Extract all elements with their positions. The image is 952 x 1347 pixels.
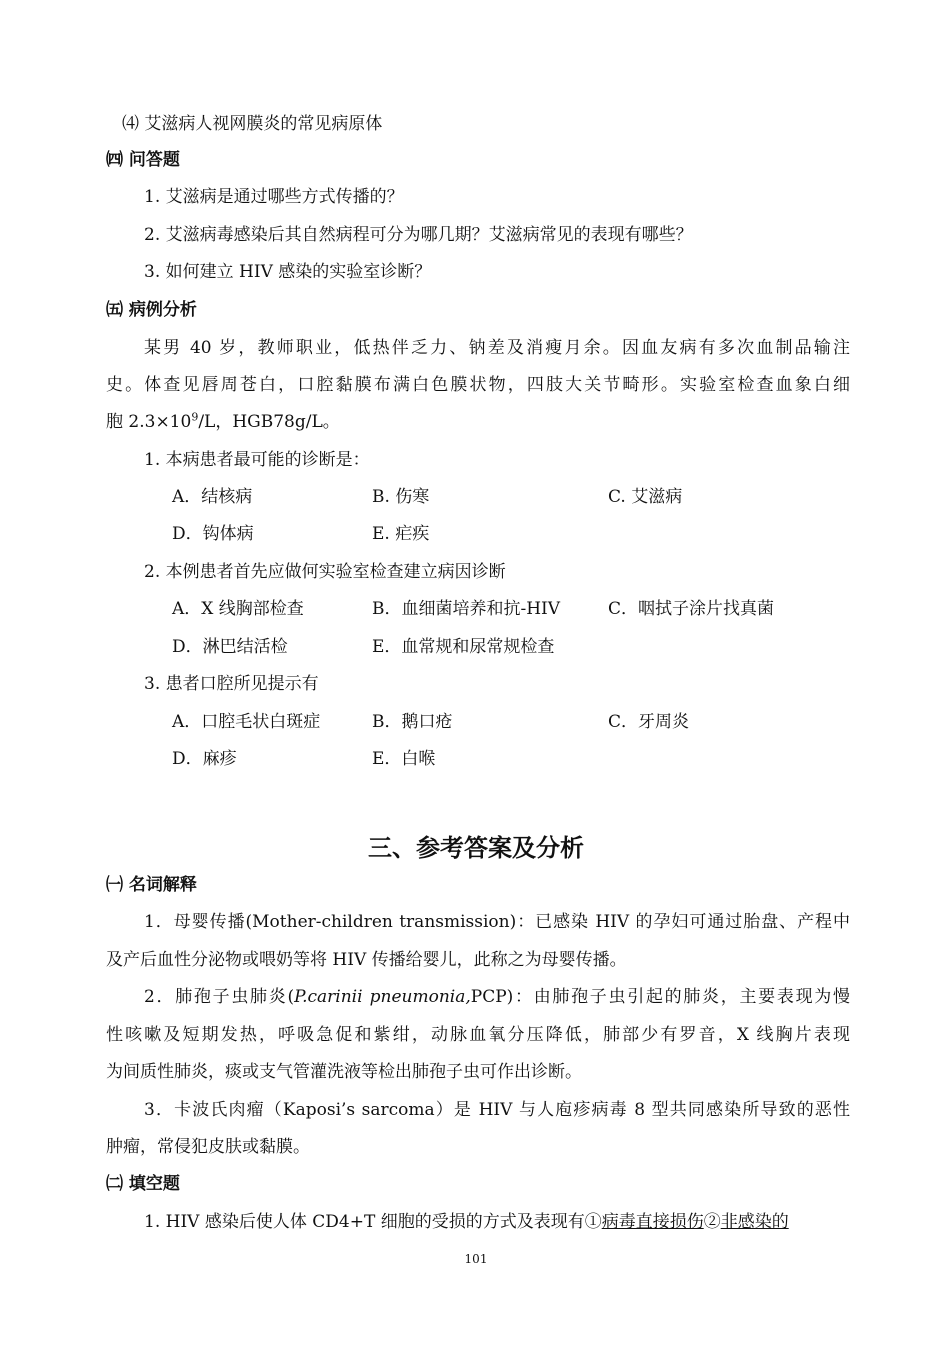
question-item: 1. 艾滋病是通过哪些方式传播的？ — [144, 187, 404, 207]
chapter-title: 三、参考答案及分析 — [368, 834, 584, 862]
paragraph-line: 肿瘤，常侵犯皮肤或黏膜。 — [106, 1137, 310, 1157]
question-item: ⑷ 艾滋病人视网膜炎的常见病原体 — [122, 114, 383, 134]
text-run: 胞 2.3×10 — [106, 412, 192, 432]
section-heading: ㈡ 填空题 — [106, 1174, 180, 1194]
mc-option: E．白喉 — [372, 749, 436, 769]
mc-option: C. 艾滋病 — [608, 487, 683, 507]
mc-option: D．麻疹 — [172, 749, 237, 769]
section-heading: ㈣ 问答题 — [106, 150, 180, 170]
paragraph-line: 1．母婴传播(Mother-children transmission)：已感染 HIV 的孕妇可通过胎盘、产程中 — [144, 912, 850, 932]
mc-option: E．血常规和尿常规检查 — [372, 637, 555, 657]
mc-option: D．淋巴结活检 — [172, 637, 288, 657]
paragraph-line: 史。体查见唇周苍白，口腔黏膜布满白色膜状物，四肢大关节畸形。实验室检查血象白细 — [106, 375, 850, 395]
mc-stem: 2. 本例患者首先应做何实验室检查建立病因诊断 — [144, 562, 506, 582]
text-run: 1. HIV 感染后使人体 CD4+T 细胞的受损的方式及表现有① — [144, 1212, 602, 1232]
underlined-answer: 病毒直接损伤 — [601, 1212, 704, 1232]
paragraph-line: 3．卡波氏肉瘤（Kaposi’s sarcoma）是 HIV 与人庖疹病毒 8 型共同感染所导致的恶性 — [144, 1100, 850, 1120]
text-run: PCP)：由肺孢子虫引起的肺炎，主要表现为慢 — [470, 987, 850, 1007]
mc-option: A．X 线胸部检查 — [172, 599, 304, 619]
mc-option: C．咽拭子涂片找真菌 — [608, 599, 775, 619]
page-number: 101 — [464, 1252, 488, 1266]
superscript: 9 — [191, 410, 199, 424]
mc-option: A．结核病 — [172, 487, 253, 507]
mc-option: B. 伤寒 — [372, 487, 430, 507]
question-item: 2. 艾滋病毒感染后其自然病程可分为哪几期？艾滋病常见的表现有哪些？ — [144, 225, 693, 245]
mc-option: B．血细菌培养和抗-HIV — [372, 599, 561, 619]
mc-option: C．牙周炎 — [608, 712, 690, 732]
paragraph-line — [144, 986, 850, 1008]
italic-term: P.carinii pneumonia, — [294, 987, 471, 1007]
paragraph-line — [144, 1211, 789, 1233]
mc-stem: 1. 本病患者最可能的诊断是： — [144, 450, 370, 470]
mc-option: A．口腔毛状白斑症 — [172, 712, 321, 732]
mc-option: B．鹅口疮 — [372, 712, 453, 732]
question-item: 3. 如何建立 HIV 感染的实验室诊断？ — [144, 262, 432, 282]
text-run: 2．肺孢子虫肺炎( — [144, 987, 295, 1007]
paragraph-line: 性咳嗽及短期发热，呼吸急促和紫绀，动脉血氧分压降低，肺部少有罗音，X 线胸片表现 — [106, 1025, 850, 1045]
underlined-answer: 非感染的 — [720, 1212, 789, 1232]
section-heading: ㈤ 病例分析 — [106, 300, 197, 320]
paragraph-line — [106, 411, 340, 433]
text-run: ② — [703, 1212, 721, 1232]
mc-stem: 3. 患者口腔所见提示有 — [144, 674, 319, 694]
section-heading: ㈠ 名词解释 — [106, 875, 197, 895]
paragraph-line: 及产后血性分泌物或喂奶等将 HIV 传播给婴儿，此称之为母婴传播。 — [106, 950, 627, 970]
paragraph-line: 某男 40 岁，教师职业，低热伴乏力、钠差及消瘦月余。因血友病有多次血制品输注 — [144, 338, 850, 358]
paragraph-line: 为间质性肺炎，痰或支气管灌洗液等检出肺孢子虫可作出诊断。 — [106, 1062, 582, 1082]
mc-option: D．钩体病 — [172, 524, 254, 544]
text-run: /L，HGB78g/L。 — [198, 412, 340, 432]
mc-option: E. 疟疾 — [372, 524, 430, 544]
